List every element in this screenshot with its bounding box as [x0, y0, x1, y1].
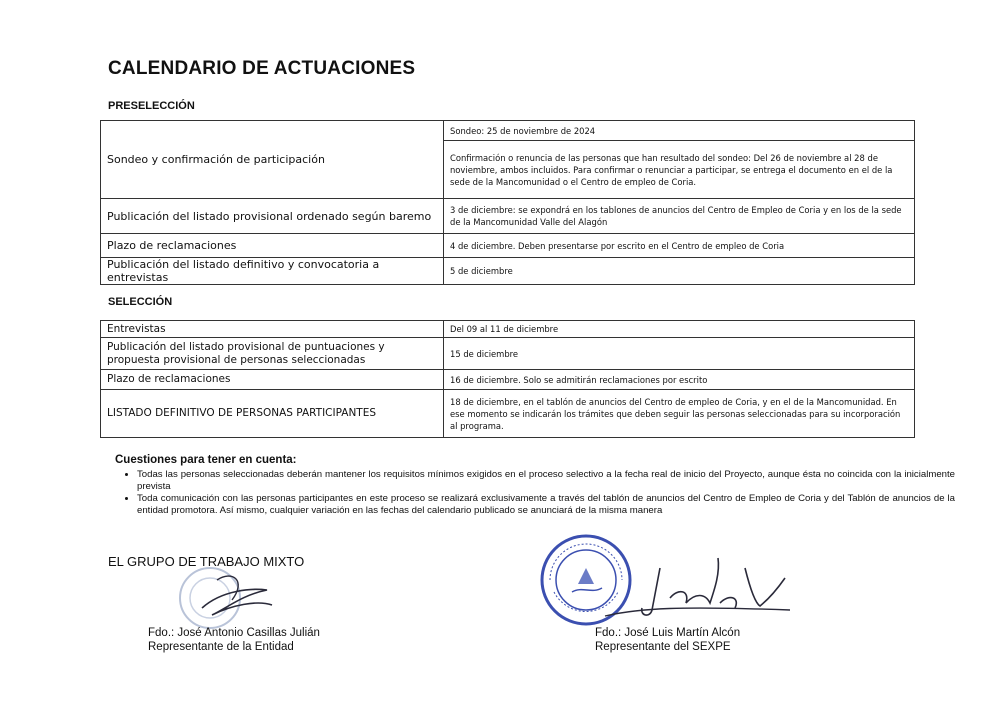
sexpe-signature-image — [600, 548, 800, 628]
row-detail: Del 09 al 11 de diciembre — [444, 321, 915, 338]
row-detail: 18 de diciembre, en el tablón de anuncios del Centro de empleo de Coria, y en el de la Mancomunidad. En ese momento se indicarán los trámites que deben seguir las personas seleccionadas para su incorporación al programa. — [444, 390, 915, 438]
row-label: Publicación del listado provisional de puntuaciones y propuesta provisional de personas seleccionadas — [101, 338, 444, 370]
table-row — [101, 390, 915, 438]
row-detail: 3 de diciembre: se expondrá en los tablones de anuncios del Centro de Empleo de Coria y en los de la sede de la Mancomunidad Valle del Alagón — [444, 199, 915, 234]
table-row — [101, 370, 915, 390]
page-title: CALENDARIO DE ACTUACIONES — [108, 58, 416, 79]
notes-section — [115, 454, 955, 517]
note-item: • Todas las personas seleccionadas deberán mantener los requisitos mínimos exigidos en el proceso selectivo a la fecha real de inicio del Proyecto, aunque ésta no coincida con la inicialmente prevista — [137, 469, 955, 493]
notes-heading: Cuestiones para tener en cuenta: — [115, 454, 297, 466]
seleccion-heading: SELECCIÓN — [108, 296, 173, 308]
signer-name: Fdo.: José Luis Martín Alcón — [595, 627, 741, 639]
row-label: Publicación del listado provisional ordenado según baremo — [101, 199, 444, 234]
row-label: Entrevistas — [101, 321, 444, 338]
preseleccion-table — [100, 120, 915, 285]
row-detail: Sondeo: 25 de noviembre de 2024 — [444, 121, 915, 141]
row-detail: 4 de diciembre. Deben presentarse por escrito en el Centro de empleo de Coria — [444, 234, 915, 258]
row-label: Plazo de reclamaciones — [101, 234, 444, 258]
table-row — [101, 338, 915, 370]
row-label: Plazo de reclamaciones — [101, 370, 444, 390]
table-row — [101, 234, 915, 258]
table-row — [101, 121, 915, 141]
row-detail: 15 de diciembre — [444, 338, 915, 370]
row-label: Sondeo y confirmación de participación — [101, 121, 444, 199]
group-label: EL GRUPO DE TRABAJO MIXTO — [108, 554, 305, 569]
row-detail: 5 de diciembre — [444, 258, 915, 285]
row-label: Publicación del listado definitivo y convocatoria a entrevistas — [101, 258, 444, 285]
signer-role: Representante del SEXPE — [595, 641, 731, 653]
notes-list — [115, 469, 955, 517]
table-row — [101, 321, 915, 338]
seleccion-table — [100, 320, 915, 438]
row-label: LISTADO DEFINITIVO DE PERSONAS PARTICIPANTES — [101, 390, 444, 438]
table-row — [101, 199, 915, 234]
table-row — [101, 258, 915, 285]
row-detail: 16 de diciembre. Solo se admitirán reclamaciones por escrito — [444, 370, 915, 390]
row-detail: Confirmación o renuncia de las personas que han resultado del sondeo: Del 26 de noviembre al 28 de noviembre, ambos incluidos. Para confirmar o renunciar a participar, se entrega el documento en el de la sede de la Mancomunidad o el Centro de empleo de Coria. — [444, 141, 915, 199]
signature-block-sexpe — [595, 626, 740, 654]
signer-role: Representante de la Entidad — [148, 641, 294, 653]
signer-name: Fdo.: José Antonio Casillas Julián — [148, 627, 320, 639]
preseleccion-heading: PRESELECCIÓN — [108, 100, 195, 112]
signature-block-entity — [148, 626, 320, 654]
note-item: • Toda comunicación con las personas participantes en este proceso se realizará exclusivamente a través del tablón de anuncios del Centro de Empleo de Coria y del Tablón de anuncios de la entidad promotora. Así mismo, cualquier variación en las fechas del calendario publicado se anunciará de la misma manera — [137, 493, 955, 517]
